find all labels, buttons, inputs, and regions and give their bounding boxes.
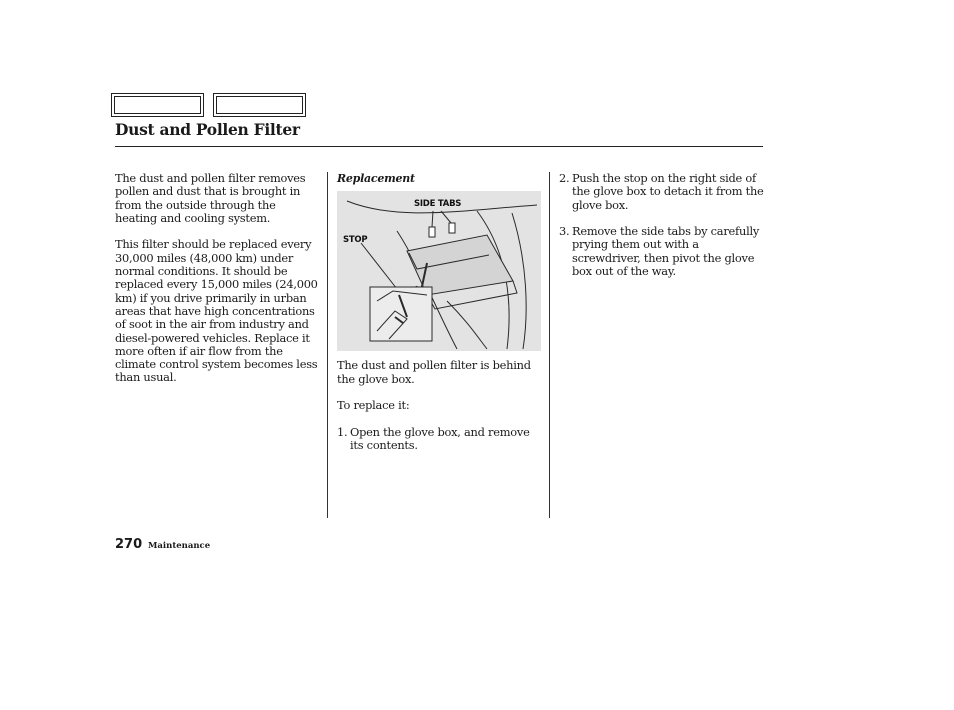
header-tab-box-2: [213, 93, 306, 117]
replacement-interval-paragraph: This filter should be replaced every 30,000 miles (48,000 km) under normal conditions. It should be replaced every 15,000 miles (24,000 km) if you drive primarily in urban areas that have high concentrations of soot in the air from industry and diesel-powered vehicles. Replace it more often if air flow from the climate control system becomes less than usual.: [115, 237, 318, 385]
glove-box-drawing: [337, 191, 541, 351]
steps-list-continued: [559, 172, 764, 278]
step-1: [337, 426, 542, 453]
replacement-heading: Replacement: [337, 172, 415, 185]
middle-column: [337, 172, 542, 466]
step-text: Push the stop on the right side of the glove box to detach it from the glove box.: [572, 171, 764, 212]
section-name: Maintenance: [148, 541, 211, 551]
steps-list-start: [337, 426, 542, 453]
column-divider-2: [549, 172, 550, 518]
side-tabs-callout: SIDE TABS: [414, 199, 462, 210]
header-tab-box-1: [111, 93, 204, 117]
step-number: 1.: [337, 424, 348, 439]
stop-callout: STOP: [343, 235, 368, 246]
step-number: 3.: [559, 224, 570, 239]
page-number: 270: [115, 537, 143, 552]
step-text: Remove the side tabs by carefully prying them out with a screwdriver, then pivot the glove box out of the way.: [572, 224, 760, 279]
step-number: 2.: [559, 171, 570, 185]
glove-box-illustration: [337, 191, 541, 351]
right-column: [559, 172, 764, 292]
page-title: Dust and Pollen Filter: [115, 120, 300, 139]
left-column: [115, 172, 320, 398]
intro-paragraph: The dust and pollen filter removes pollen and dust that is brought in from the outside through the heating and cooling system.: [115, 171, 306, 225]
filter-location-paragraph: The dust and pollen filter is behind the glove box.: [337, 358, 531, 386]
step-3: [559, 225, 764, 278]
to-replace-paragraph: To replace it:: [337, 398, 410, 413]
step-2: [559, 172, 764, 212]
column-divider-1: [327, 172, 328, 518]
title-divider: [115, 146, 763, 147]
step-text: Open the glove box, and remove its contents.: [350, 424, 530, 453]
